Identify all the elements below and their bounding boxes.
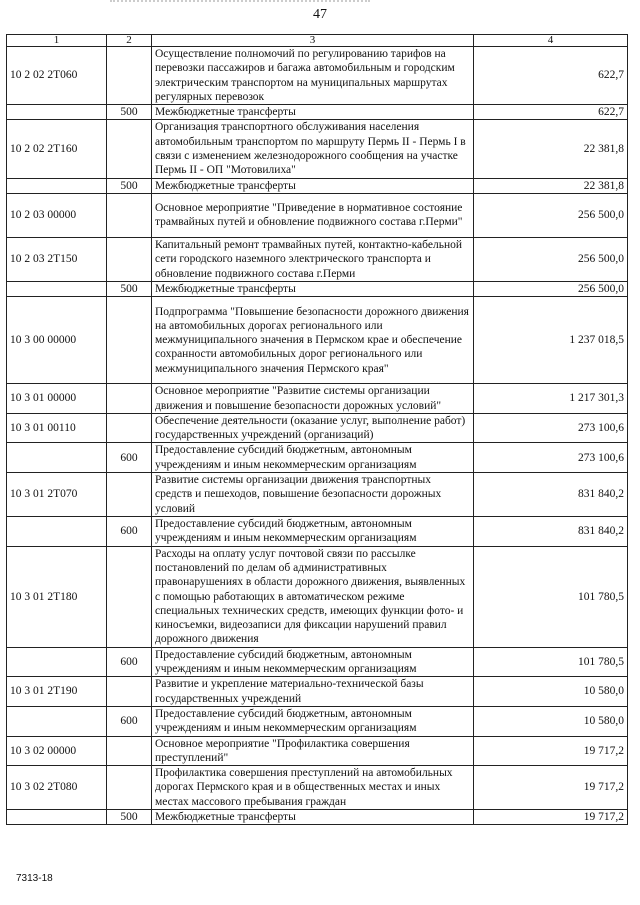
expense-type-code: 500: [107, 178, 152, 193]
item-name: Предоставление субсидий бюджетным, автономным учреждениям и иным некоммерческим организациям: [152, 706, 474, 736]
column-header-4: 4: [474, 35, 628, 47]
item-name: Развитие и укрепление материально-технической базы государственных учреждений: [152, 677, 474, 707]
item-name: Осуществление полномочий по регулированию тарифов на перевозки пассажиров и багажа автомобильным и городским электрическим транспортом на муниципальных маршрутах регулярных перевозок: [152, 47, 474, 105]
item-name: Межбюджетные трансферты: [152, 810, 474, 825]
item-name: Профилактика совершения преступлений на автомобильных дорогах Пермского края и в общественных местах и иных местах массового пребывания граждан: [152, 766, 474, 810]
target-article-code: 10 3 02 00000: [7, 736, 107, 766]
item-name: Предоставление субсидий бюджетным, автономным учреждениям и иным некоммерческим организациям: [152, 517, 474, 547]
expense-type-code: [107, 413, 152, 443]
column-header-1: 1: [7, 35, 107, 47]
expense-type-code: 600: [107, 443, 152, 473]
expense-type-code: [107, 47, 152, 105]
table-body: [7, 47, 628, 825]
table-row: [7, 384, 628, 414]
amount-value: 19 717,2: [474, 810, 628, 825]
target-article-code: 10 3 01 00000: [7, 384, 107, 414]
expense-type-code: 500: [107, 281, 152, 296]
target-article-code: 10 2 03 00000: [7, 193, 107, 237]
table-row: [7, 706, 628, 736]
item-name: Капитальный ремонт трамвайных путей, контактно-кабельной сети городского наземного электрического транспорта и обновление подвижного состава г.Перми: [152, 237, 474, 281]
target-article-code: [7, 517, 107, 547]
item-name: Расходы на оплату услуг почтовой связи по рассылке постановлений по делам об административных правонарушениях в области дорожного движения, выявленных с помощью работающих в автоматическом режиме специальных технических средств, имеющих функции фото- и киносъемки, видеозаписи для фиксации нарушений правил дорожного движения: [152, 546, 474, 647]
table-row: [7, 120, 628, 178]
amount-value: 22 381,8: [474, 120, 628, 178]
item-name: Предоставление субсидий бюджетным, автономным учреждениям и иным некоммерческим организациям: [152, 443, 474, 473]
expense-type-code: [107, 736, 152, 766]
expense-type-code: [107, 297, 152, 384]
amount-value: 101 780,5: [474, 647, 628, 677]
amount-value: 1 237 018,5: [474, 297, 628, 384]
table-row: [7, 237, 628, 281]
target-article-code: [7, 443, 107, 473]
expense-type-code: 500: [107, 105, 152, 120]
amount-value: 622,7: [474, 105, 628, 120]
expense-type-code: 600: [107, 647, 152, 677]
amount-value: 622,7: [474, 47, 628, 105]
item-name: Обеспечение деятельности (оказание услуг, выполнение работ) государственных учреждений (организаций): [152, 413, 474, 443]
target-article-code: [7, 647, 107, 677]
table-row: [7, 647, 628, 677]
amount-value: 831 840,2: [474, 473, 628, 517]
item-name: Межбюджетные трансферты: [152, 105, 474, 120]
expense-type-code: [107, 677, 152, 707]
target-article-code: 10 3 01 2Т180: [7, 546, 107, 647]
target-article-code: 10 3 02 2Т080: [7, 766, 107, 810]
expense-type-code: [107, 120, 152, 178]
table-row: [7, 413, 628, 443]
amount-value: 19 717,2: [474, 736, 628, 766]
table-row: [7, 810, 628, 825]
table-row: [7, 766, 628, 810]
expense-type-code: 600: [107, 706, 152, 736]
item-name: Предоставление субсидий бюджетным, автономным учреждениям и иным некоммерческим организациям: [152, 647, 474, 677]
table-row: [7, 47, 628, 105]
amount-value: 10 580,0: [474, 677, 628, 707]
amount-value: 1 217 301,3: [474, 384, 628, 414]
expense-type-code: [107, 237, 152, 281]
expense-type-code: [107, 193, 152, 237]
item-name: Основное мероприятие "Приведение в нормативное состояние трамвайных путей и обновление подвижного состава г.Перми": [152, 193, 474, 237]
expense-type-code: [107, 766, 152, 810]
amount-value: 101 780,5: [474, 546, 628, 647]
amount-value: 256 500,0: [474, 193, 628, 237]
item-name: Подпрограмма "Повышение безопасности дорожного движения на автомобильных дорогах регионального или межмуниципального значения в Пермском крае и обеспечение сохранности автомобильных дорог регионального или межмуниципального значения Пермского края": [152, 297, 474, 384]
amount-value: 831 840,2: [474, 517, 628, 547]
expense-type-code: 500: [107, 810, 152, 825]
target-article-code: 10 3 01 2Т190: [7, 677, 107, 707]
expense-type-code: 600: [107, 517, 152, 547]
table-row: [7, 178, 628, 193]
target-article-code: 10 3 01 00110: [7, 413, 107, 443]
target-article-code: 10 3 01 2Т070: [7, 473, 107, 517]
item-name: Организация транспортного обслуживания населения автомобильным транспортом по маршруту Пермь II - Пермь I в связи с изменением железнодорожного сообщения на участке Пермь II - ОП "Мотовилиха": [152, 120, 474, 178]
target-article-code: [7, 706, 107, 736]
column-header-2: 2: [107, 35, 152, 47]
amount-value: 256 500,0: [474, 281, 628, 296]
page-number: 47: [313, 7, 327, 22]
table-header-row: [7, 35, 628, 47]
budget-table: [6, 34, 628, 825]
amount-value: 19 717,2: [474, 766, 628, 810]
item-name: Основное мероприятие "Профилактика совершения преступлений": [152, 736, 474, 766]
table-row: [7, 473, 628, 517]
amount-value: 273 100,6: [474, 443, 628, 473]
expense-type-code: [107, 546, 152, 647]
target-article-code: [7, 281, 107, 296]
table-row: [7, 297, 628, 384]
item-name: Межбюджетные трансферты: [152, 281, 474, 296]
target-article-code: [7, 810, 107, 825]
table-row: [7, 443, 628, 473]
table-row: [7, 281, 628, 296]
table-row: [7, 677, 628, 707]
amount-value: 22 381,8: [474, 178, 628, 193]
item-name: Основное мероприятие "Развитие системы организации движения и повышение безопасности дорожных условий": [152, 384, 474, 414]
target-article-code: 10 2 02 2Т060: [7, 47, 107, 105]
table-row: [7, 105, 628, 120]
target-article-code: 10 2 03 2Т150: [7, 237, 107, 281]
item-name: Межбюджетные трансферты: [152, 178, 474, 193]
document-code: 7313-18: [16, 873, 53, 884]
table-row: [7, 517, 628, 547]
amount-value: 273 100,6: [474, 413, 628, 443]
scan-artifact: [110, 0, 370, 5]
item-name: Развитие системы организации движения транспортных средств и пешеходов, повышение безопасности дорожных условий: [152, 473, 474, 517]
expense-type-code: [107, 384, 152, 414]
amount-value: 256 500,0: [474, 237, 628, 281]
amount-value: 10 580,0: [474, 706, 628, 736]
target-article-code: [7, 105, 107, 120]
target-article-code: 10 3 00 00000: [7, 297, 107, 384]
column-header-3: 3: [152, 35, 474, 47]
table-row: [7, 546, 628, 647]
table-row: [7, 736, 628, 766]
table-row: [7, 193, 628, 237]
target-article-code: [7, 178, 107, 193]
target-article-code: 10 2 02 2Т160: [7, 120, 107, 178]
expense-type-code: [107, 473, 152, 517]
